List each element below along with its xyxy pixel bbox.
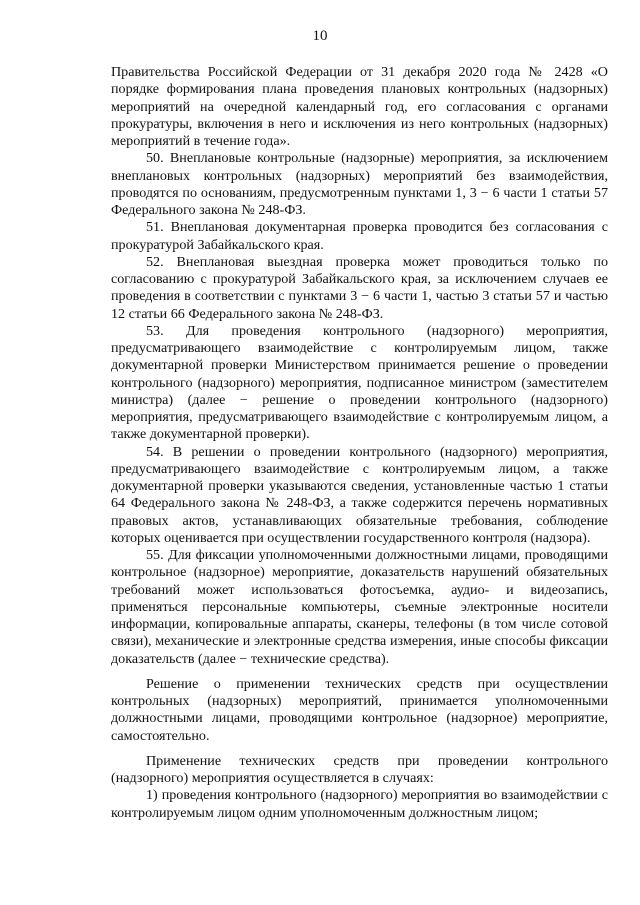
paragraph-item-50: 50. Внеплановые контрольные (надзорные) мероприятия, за исключением внеплановых контрольных (надзорных) мероприятий без взаимодействия, проводятся по основаниям, предусмотренным пунктами 1, 3 − 6 части 1 статьи 57 Федерального закона № 248-ФЗ. (111, 150, 608, 218)
paragraph-technical-means-cases: Применение технических средств при проведении контрольного (надзорного) мероприятия осуществляется в случаях: (111, 752, 608, 786)
paragraph-item-53: 53. Для проведения контрольного (надзорного) мероприятия, предусматривающего взаимодействие с контролируемым лицом, также документарной проверки Министерством принимается решение о проведении контрольного (надзорного) мероприятия, подписанное министром (заместителем министра) (далее − решение о проведении контрольного (надзорного) мероприятия, предусматривающего взаимодействие с контролируемым лицом, а также документарной проверки). (111, 322, 608, 443)
document-body (111, 64, 608, 822)
paragraph-continuation: Правительства Российской Федерации от 31 декабря 2020 года № 2428 «О порядке формирования плана проведения плановых контрольных (надзорных) мероприятий на очередной календарный год, его согласования с органами прокуратуры, включения в него и исключения из него контрольных (надзорных) мероприятий в течение года». (111, 64, 608, 149)
paragraph-item-55: 55. Для фиксации уполномоченными должностными лицами, проводящими контрольное (надзорное) мероприятие, доказательств нарушений обязательных требований может использоваться фотосъемка, аудио- и видеозапись, применяться персональные компьютеры, съемные электронные носители информации, копировальные аппараты, сканеры, телефоны (в том числе сотовой связи), механические и электронные средства измерения, иные способы фиксации доказательств (далее − технические средства). (111, 547, 608, 667)
paragraph-item-54: 54. В решении о проведении контрольного (надзорного) мероприятия, предусматривающего взаимодействие с контролируемым лицом, а также документарной проверки указываются сведения, установленные частью 1 статьи 64 Федерального закона № 248-ФЗ, а также содержится перечень нормативных правовых актов, устанавливающих обязательные требования, соблюдение которых оценивается при осуществлении государственного контроля (надзора). (111, 443, 608, 546)
paragraph-technical-means-decision: Решение о применении технических средств при осуществлении контрольных (надзорных) мероприятий, принимается уполномоченными должностными лицами, проводящими контрольное (надзорное) мероприятие, самостоятельно. (111, 675, 608, 744)
page-number: 10 (312, 28, 328, 44)
paragraph-item-51: 51. Внеплановая документарная проверка проводится без согласования с прокуратурой Забайкальского края. (111, 219, 608, 253)
list-item-1: 1) проведения контрольного (надзорного) мероприятия во взаимодействии с контролируемым лицом одним уполномоченным должностным лицом; (111, 787, 608, 821)
paragraph-item-52: 52. Внеплановая выездная проверка может проводиться только по согласованию с прокуратурой Забайкальского края, за исключением случаев ее проведения в соответствии с пунктами 3 − 6 части 1, частью 3 статьи 57 и частью 12 статьи 66 Федерального закона № 248-ФЗ. (111, 253, 608, 322)
